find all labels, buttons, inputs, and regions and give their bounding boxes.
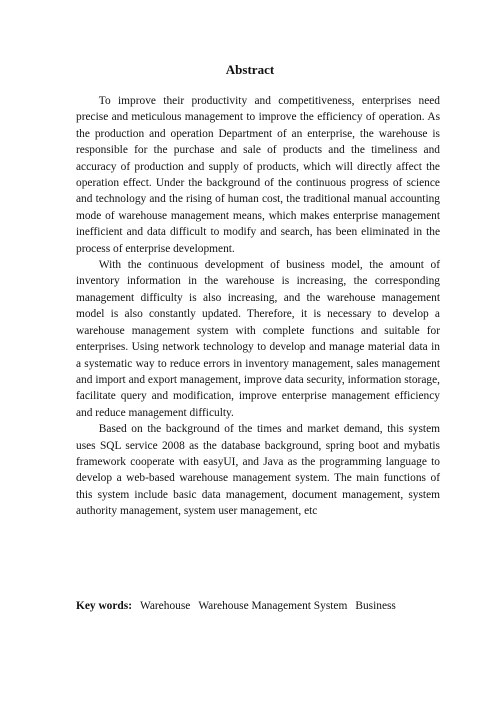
- abstract-paragraph-2: With the continuous development of business model, the amount of inventory information in the warehouse is increasing, the corresponding management difficulty is also increasing, and the warehouse management model is also constantly updated. Therefore, it is necessary to develop a warehouse management system with complete functions and suitable for enterprises. Using network technology to develop and manage material data in a systematic way to reduce errors in inventory management, sales management and import and export management, improve data security, information storage, facilitate query and modification, improve enterprise management efficiency and reduce management difficulty.: [76, 259, 440, 419]
- keyword-item: Warehouse Management System: [198, 600, 348, 612]
- keyword-item: Business: [355, 600, 396, 612]
- keyword-item: Warehouse: [140, 600, 191, 612]
- abstract-paragraph-3: Based on the background of the times and market demand, this system uses SQL service 2008 as the database background, spring boot and mybatis framework cooperate with easyUI, and Java as the programming language to develop a web-based warehouse management system. The main functions of this system include basic data management, document management, system authority management, system user management, etc: [76, 423, 440, 518]
- abstract-title: Abstract: [225, 62, 275, 77]
- keywords-line: [76, 598, 440, 614]
- keywords-label: Key words:: [76, 600, 132, 612]
- abstract-paragraph-1: To improve their productivity and competitiveness, enterprises need precise and meticulous management to improve the efficiency of operation. As the production and operation Department of an enterprise, the warehouse is responsible for the purchase and sale of products and the timeliness and accuracy of production and supply of products, which will directly affect the operation effect. Under the background of the continuous progress of science and technology and the rising of human cost, the traditional manual accounting mode of warehouse management means, which makes enterprise management inefficient and data difficult to modify and search, has been eliminated in the process of enterprise development.: [76, 95, 440, 255]
- abstract-body: [76, 93, 440, 520]
